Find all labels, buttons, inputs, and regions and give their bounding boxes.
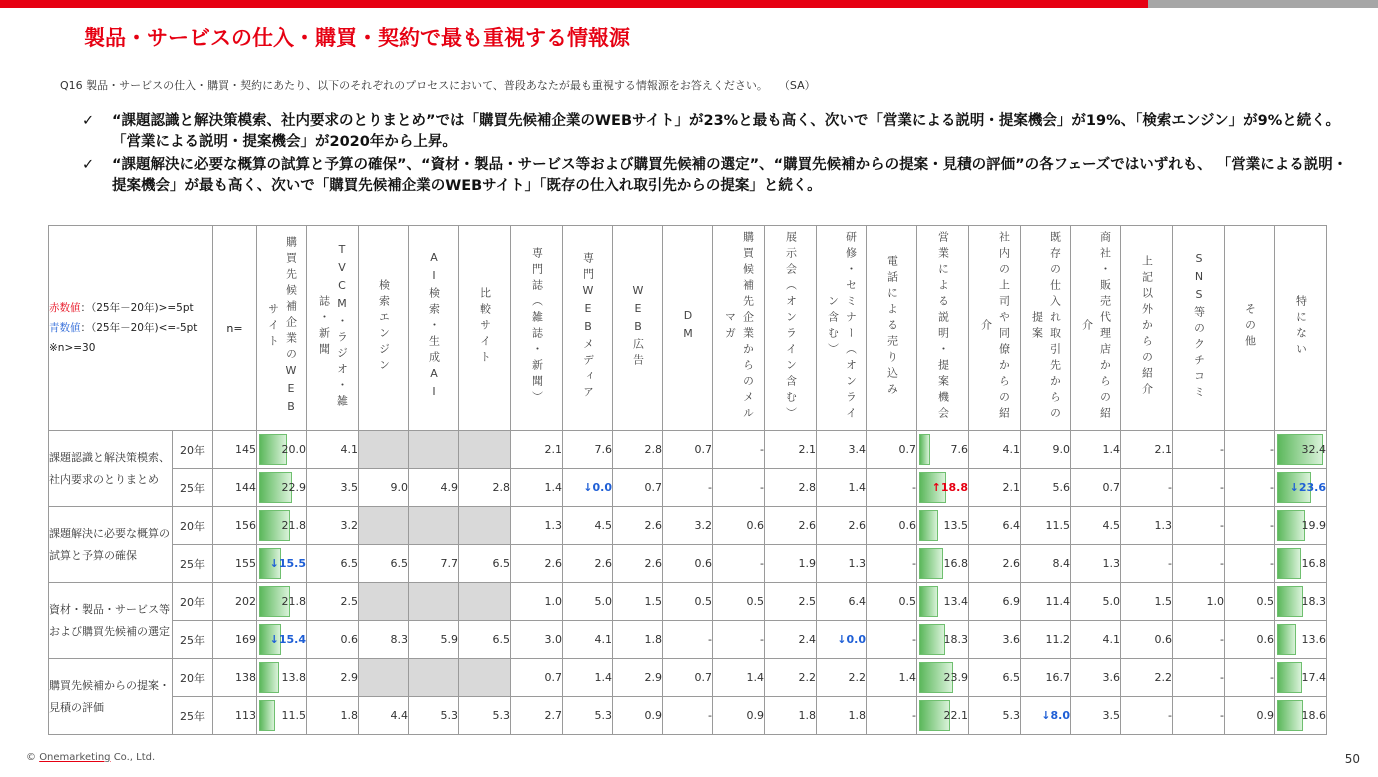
value-cell: 16.7: [1021, 659, 1071, 697]
summary-text: “課題認識と解決策模索、社内要求のとりまとめ”では「購買先候補企業のWEBサイト」が23%と最も高く、次いで「営業による説明・提案機会」が19%、「検索エンジン」が9%と続く。「営業による説明・提案機会」が2020年から上昇。: [112, 113, 1340, 150]
value-bar: [919, 548, 943, 579]
value-cell: 1.3: [817, 545, 867, 583]
sample-size-cell: 113: [213, 697, 257, 735]
value-cell: 6.5: [969, 659, 1021, 697]
n-header: n=: [213, 226, 257, 431]
value-cell: 2.6: [511, 545, 563, 583]
value-cell: 0.6: [1225, 621, 1275, 659]
value-cell: 0.9: [1225, 697, 1275, 735]
value-cell: [409, 507, 459, 545]
value-cell: 3.5: [307, 469, 359, 507]
value-cell: 16.8: [917, 545, 969, 583]
phase-label: 課題解決に必要な概算の試算と予算の確保: [49, 507, 173, 583]
value-cell: 8.4: [1021, 545, 1071, 583]
phase-label: 購買先候補からの提案・見積の評価: [49, 659, 173, 735]
value-cell: ↓15.4: [257, 621, 307, 659]
blue-value-label: 青数値: [49, 322, 81, 334]
value-cell: -: [1173, 659, 1225, 697]
value-cell: 5.0: [563, 583, 613, 621]
year-cell: 25年: [173, 697, 213, 735]
value-cell: 22.1: [917, 697, 969, 735]
value-cell: -: [1225, 431, 1275, 469]
value-cell: 1.4: [817, 469, 867, 507]
value-cell: ↓0.0: [817, 621, 867, 659]
table-row: [49, 507, 1327, 545]
results-table: [48, 225, 1327, 735]
value-cell: 6.5: [459, 621, 511, 659]
column-header: 社内の上司や同僚からの紹介: [969, 226, 1021, 431]
value-cell: 3.2: [663, 507, 713, 545]
value-cell: 1.3: [1121, 507, 1173, 545]
value-cell: 2.1: [1121, 431, 1173, 469]
value-cell: 0.5: [1225, 583, 1275, 621]
value-cell: [409, 583, 459, 621]
value-cell: 11.4: [1021, 583, 1071, 621]
column-header: 購買候補先企業からのメルマガ: [713, 226, 765, 431]
year-cell: 25年: [173, 545, 213, 583]
value-bar: [919, 510, 938, 541]
value-cell: 2.1: [511, 431, 563, 469]
summary-text: “課題解決に必要な概算の試算と予算の確保”、“資材・製品・サービス等および購買先候補の選定”、“購買先候補からの提案・見積の評価”の各フェーズではいずれも、 「営業による説明・提案機会」が最も高く、次いで「購買先候補企業のWEBサイト」「既存の仕入れ取引先からの提案」と続く。: [112, 157, 1348, 194]
value-cell: 21.8: [257, 583, 307, 621]
sample-size-cell: 138: [213, 659, 257, 697]
value-cell: 19.9: [1275, 507, 1327, 545]
value-cell: 2.6: [969, 545, 1021, 583]
sample-size-cell: 202: [213, 583, 257, 621]
value-cell: -: [713, 469, 765, 507]
value-cell: 1.4: [713, 659, 765, 697]
column-header: 研修・セミナー（オンライン含む）: [817, 226, 867, 431]
column-header: TVCM・ラジオ・雑誌・新聞: [307, 226, 359, 431]
value-cell: 17.4: [1275, 659, 1327, 697]
value-cell: 13.8: [257, 659, 307, 697]
value-bar: [1277, 624, 1296, 655]
value-cell: 2.6: [765, 507, 817, 545]
value-bar: [259, 700, 275, 731]
value-cell: 4.1: [1071, 621, 1121, 659]
column-header: SNS等のクチコミ: [1173, 226, 1225, 431]
value-cell: 0.5: [867, 583, 917, 621]
value-cell: 2.9: [613, 659, 663, 697]
value-cell: 6.4: [969, 507, 1021, 545]
value-cell: 5.9: [409, 621, 459, 659]
table-row: [49, 431, 1327, 469]
sample-note: ※n>=30: [49, 342, 96, 354]
value-cell: 0.7: [1071, 469, 1121, 507]
value-cell: 11.2: [1021, 621, 1071, 659]
value-cell: 0.7: [613, 469, 663, 507]
value-cell: 3.2: [307, 507, 359, 545]
blue-value-rule: ：（25年－20年)<=-5pt: [80, 322, 198, 334]
value-cell: 5.3: [969, 697, 1021, 735]
value-cell: 4.9: [409, 469, 459, 507]
column-header: 特にない: [1275, 226, 1327, 431]
value-bar: [259, 662, 279, 693]
value-cell: 13.6: [1275, 621, 1327, 659]
value-cell: [359, 659, 409, 697]
value-bar: [919, 434, 930, 465]
value-cell: -: [867, 697, 917, 735]
value-cell: -: [663, 469, 713, 507]
phase-label: 課題認識と解決策模索、社内要求のとりまとめ: [49, 431, 173, 507]
value-cell: 1.3: [511, 507, 563, 545]
year-cell: 25年: [173, 621, 213, 659]
value-cell: -: [867, 621, 917, 659]
column-header: 商社・販売代理店からの紹介: [1071, 226, 1121, 431]
value-cell: 3.6: [1071, 659, 1121, 697]
value-cell: 21.8: [257, 507, 307, 545]
table-row: [49, 583, 1327, 621]
value-cell: 0.6: [713, 507, 765, 545]
value-cell: 2.8: [459, 469, 511, 507]
value-cell: 9.0: [1021, 431, 1071, 469]
value-cell: 0.6: [663, 545, 713, 583]
value-cell: [459, 507, 511, 545]
value-cell: [459, 431, 511, 469]
value-cell: 9.0: [359, 469, 409, 507]
value-cell: 32.4: [1275, 431, 1327, 469]
value-cell: 2.2: [817, 659, 867, 697]
table-row: [49, 545, 1327, 583]
year-cell: 20年: [173, 507, 213, 545]
value-cell: 8.3: [359, 621, 409, 659]
value-cell: 2.8: [765, 469, 817, 507]
value-cell: 3.5: [1071, 697, 1121, 735]
value-cell: 0.6: [1121, 621, 1173, 659]
value-cell: 2.6: [817, 507, 867, 545]
value-cell: 18.6: [1275, 697, 1327, 735]
column-header: その他: [1225, 226, 1275, 431]
value-cell: 0.5: [663, 583, 713, 621]
value-cell: 23.9: [917, 659, 969, 697]
value-cell: 1.5: [1121, 583, 1173, 621]
value-cell: 2.5: [307, 583, 359, 621]
table-row: [49, 469, 1327, 507]
top-accent-bar: [0, 0, 1148, 8]
value-cell: 13.5: [917, 507, 969, 545]
value-cell: 2.8: [613, 431, 663, 469]
value-cell: 6.5: [307, 545, 359, 583]
value-cell: 2.6: [613, 507, 663, 545]
value-cell: 2.1: [765, 431, 817, 469]
value-cell: 18.3: [917, 621, 969, 659]
value-cell: 1.8: [613, 621, 663, 659]
column-header: 上記以外からの紹介: [1121, 226, 1173, 431]
value-cell: 0.9: [613, 697, 663, 735]
value-cell: -: [1121, 545, 1173, 583]
value-cell: 22.9: [257, 469, 307, 507]
column-header: 電話による売り込み: [867, 226, 917, 431]
value-cell: 20.0: [257, 431, 307, 469]
value-cell: 5.3: [563, 697, 613, 735]
column-header: 営業による説明・提案機会: [917, 226, 969, 431]
column-header: 既存の仕入れ取引先からの提案: [1021, 226, 1071, 431]
value-cell: -: [1173, 431, 1225, 469]
value-cell: ↓8.0: [1021, 697, 1071, 735]
column-header: AI検索・生成AI: [409, 226, 459, 431]
value-cell: 5.6: [1021, 469, 1071, 507]
value-cell: -: [1225, 469, 1275, 507]
value-cell: 1.4: [511, 469, 563, 507]
sample-size-cell: 145: [213, 431, 257, 469]
value-cell: 4.4: [359, 697, 409, 735]
value-cell: -: [1173, 507, 1225, 545]
value-cell: 4.5: [1071, 507, 1121, 545]
page-title: 製品・サービスの仕入・購買・契約で最も重視する情報源: [84, 26, 630, 50]
value-cell: [359, 583, 409, 621]
sample-size-cell: 156: [213, 507, 257, 545]
value-cell: -: [713, 545, 765, 583]
value-cell: 18.3: [1275, 583, 1327, 621]
year-cell: 20年: [173, 431, 213, 469]
value-cell: ↓23.6: [1275, 469, 1327, 507]
value-cell: [459, 583, 511, 621]
value-cell: 5.3: [459, 697, 511, 735]
value-cell: 4.5: [563, 507, 613, 545]
value-cell: -: [1173, 469, 1225, 507]
value-cell: 5.0: [1071, 583, 1121, 621]
value-cell: 1.8: [817, 697, 867, 735]
value-cell: 0.7: [663, 431, 713, 469]
sample-size-cell: 169: [213, 621, 257, 659]
value-cell: 0.6: [307, 621, 359, 659]
value-cell: 2.1: [969, 469, 1021, 507]
value-cell: -: [1173, 697, 1225, 735]
value-bar: [1277, 586, 1303, 617]
value-cell: 7.7: [409, 545, 459, 583]
page-number: 50: [1344, 752, 1360, 766]
question-text: Q16 製品・サービスの仕入・購買・契約にあたり、以下のそれぞれのプロセスにおいて、普段あなたが最も重視する情報源をお答えください。 （SA）: [60, 79, 816, 92]
value-cell: 0.7: [511, 659, 563, 697]
red-value-rule: ：（25年－20年)>=5pt: [80, 302, 194, 314]
value-cell: ↓0.0: [563, 469, 613, 507]
year-cell: 20年: [173, 659, 213, 697]
red-value-label: 赤数値: [49, 302, 81, 314]
column-header: 専門WEBメディア: [563, 226, 613, 431]
value-cell: -: [1225, 507, 1275, 545]
value-cell: 1.0: [1173, 583, 1225, 621]
value-cell: -: [1121, 697, 1173, 735]
value-cell: 2.4: [765, 621, 817, 659]
value-cell: 1.4: [1071, 431, 1121, 469]
column-header: WEB広告: [613, 226, 663, 431]
value-cell: 1.0: [511, 583, 563, 621]
top-gray-bar: [1148, 0, 1378, 8]
value-cell: 6.5: [359, 545, 409, 583]
value-cell: 6.9: [969, 583, 1021, 621]
value-cell: -: [1173, 621, 1225, 659]
value-bar: [1277, 548, 1301, 579]
value-cell: 4.1: [969, 431, 1021, 469]
value-cell: -: [713, 431, 765, 469]
column-header: 展示会（オンライン含む）: [765, 226, 817, 431]
value-cell: 1.8: [765, 697, 817, 735]
value-cell: [459, 659, 511, 697]
value-cell: 11.5: [1021, 507, 1071, 545]
value-cell: 6.5: [459, 545, 511, 583]
value-cell: 7.6: [917, 431, 969, 469]
value-cell: 3.6: [969, 621, 1021, 659]
table-row: [49, 621, 1327, 659]
value-cell: 1.5: [613, 583, 663, 621]
value-cell: 0.9: [713, 697, 765, 735]
phase-label: 資材・製品・サービス等および購買先候補の選定: [49, 583, 173, 659]
value-cell: 4.1: [563, 621, 613, 659]
value-cell: -: [713, 621, 765, 659]
value-cell: -: [1121, 469, 1173, 507]
value-cell: 1.3: [1071, 545, 1121, 583]
value-cell: 1.4: [563, 659, 613, 697]
value-cell: 7.6: [563, 431, 613, 469]
column-header: 比較サイト: [459, 226, 511, 431]
value-cell: 2.5: [765, 583, 817, 621]
value-bar: [1277, 510, 1305, 541]
value-cell: [359, 431, 409, 469]
value-cell: -: [1225, 545, 1275, 583]
value-cell: -: [663, 621, 713, 659]
value-cell: 2.7: [511, 697, 563, 735]
value-cell: 5.3: [409, 697, 459, 735]
check-icon: ✓: [82, 113, 95, 129]
value-cell: -: [1225, 659, 1275, 697]
value-bar: [919, 624, 945, 655]
column-header: 検索エンジン: [359, 226, 409, 431]
value-cell: -: [1173, 545, 1225, 583]
value-cell: -: [867, 469, 917, 507]
value-cell: -: [867, 545, 917, 583]
value-cell: 0.6: [867, 507, 917, 545]
value-cell: 1.4: [867, 659, 917, 697]
value-cell: 2.9: [307, 659, 359, 697]
value-cell: 6.4: [817, 583, 867, 621]
sample-size-cell: 155: [213, 545, 257, 583]
column-header: 購買先候補企業のWEBサイト: [257, 226, 307, 431]
company-name: Onemarketing: [39, 752, 111, 763]
value-cell: ↓15.5: [257, 545, 307, 583]
value-cell: 2.6: [613, 545, 663, 583]
sample-size-cell: 144: [213, 469, 257, 507]
copyright: © Onemarketing Co., Ltd.: [26, 752, 156, 763]
column-header: DM: [663, 226, 713, 431]
value-cell: 0.5: [713, 583, 765, 621]
value-cell: 1.8: [307, 697, 359, 735]
value-cell: 4.1: [307, 431, 359, 469]
value-cell: 0.7: [663, 659, 713, 697]
value-bar: [919, 586, 938, 617]
table-row: [49, 697, 1327, 735]
value-cell: ↑18.8: [917, 469, 969, 507]
value-cell: [409, 431, 459, 469]
value-bar: [1277, 662, 1302, 693]
value-cell: 2.2: [765, 659, 817, 697]
value-cell: 2.6: [563, 545, 613, 583]
year-cell: 20年: [173, 583, 213, 621]
value-cell: 16.8: [1275, 545, 1327, 583]
value-cell: [359, 507, 409, 545]
value-cell: [409, 659, 459, 697]
value-cell: 11.5: [257, 697, 307, 735]
value-cell: 3.4: [817, 431, 867, 469]
value-bar: [1277, 700, 1303, 731]
year-cell: 25年: [173, 469, 213, 507]
table-row: [49, 659, 1327, 697]
column-header: 専門誌（雑誌・新聞）: [511, 226, 563, 431]
value-cell: 3.0: [511, 621, 563, 659]
check-icon: ✓: [82, 157, 95, 173]
value-cell: 1.9: [765, 545, 817, 583]
value-cell: 0.7: [867, 431, 917, 469]
value-cell: 2.2: [1121, 659, 1173, 697]
legend: [49, 226, 213, 431]
value-cell: 13.4: [917, 583, 969, 621]
value-cell: -: [663, 697, 713, 735]
